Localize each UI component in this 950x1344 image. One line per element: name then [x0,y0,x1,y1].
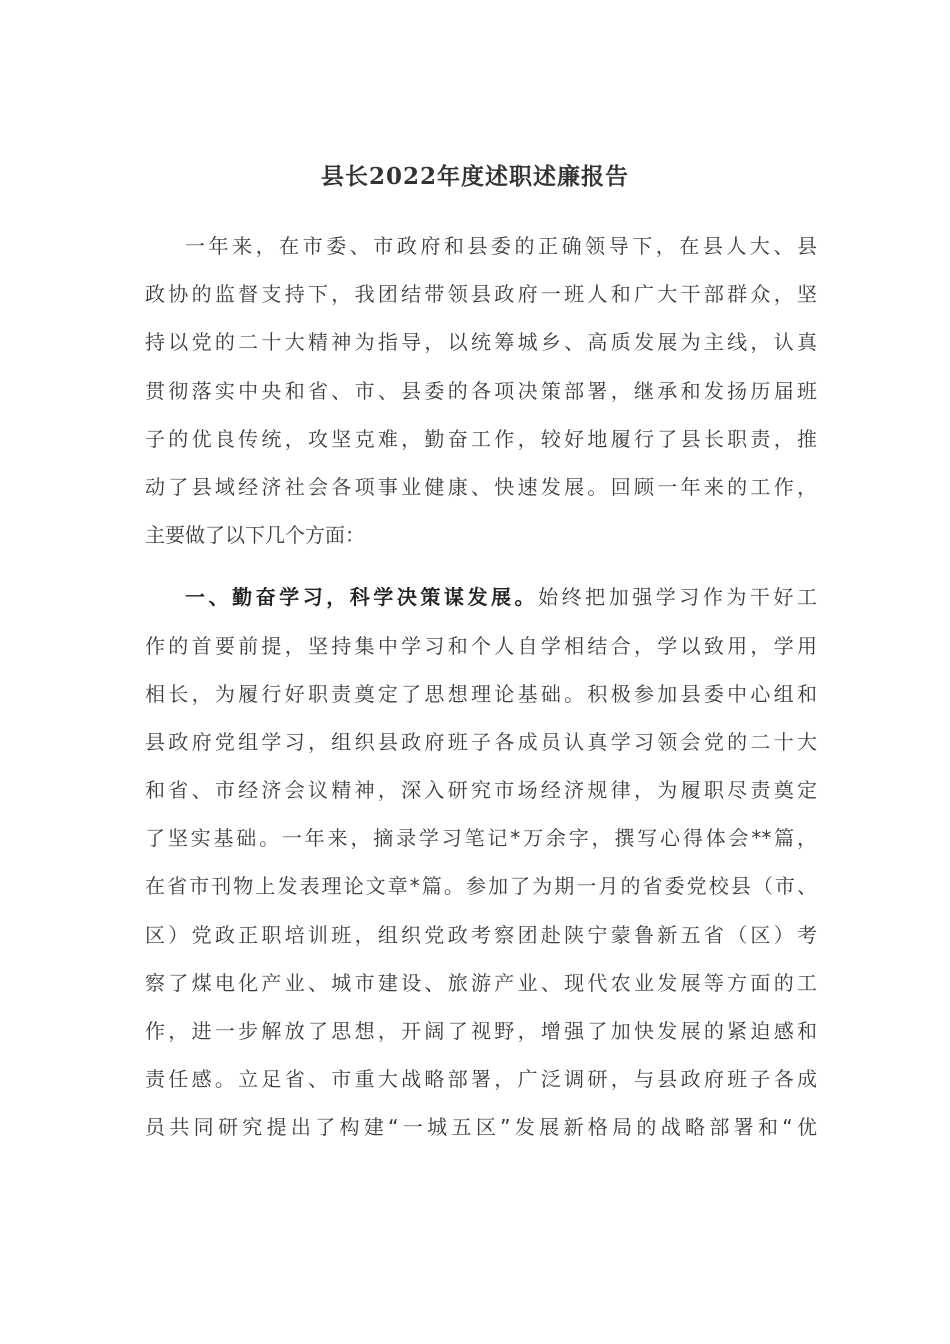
document-title: 县长2022年度述职述廉报告 [320,163,629,190]
text-line: 一年来，在市委、市政府和县委的正确领导下，在县人大、县 [185,234,817,258]
text-line [145,573,817,621]
text-line: 持以党的二十大精神为指导，以统筹城乡、高质发展为主线，认真 [145,330,817,355]
section-heading: 一、勤奋学习，科学决策谋发展。 [185,585,539,610]
text-line: 和省、市经济会议精神，深入研究市场经济规律，为履职尽责奠定 [145,778,817,803]
text-line: 在省市刊物上发表理论文章*篇。参加了为期一月的省委党校县（市、 [145,874,817,899]
text-line: 动了县域经济社会各项事业健康、快速发展。回顾一年来的工作， [145,474,817,499]
text-line: 主要做了以下几个方面： [145,523,365,548]
text-line: 了坚实基础。一年来，摘录学习笔记*万余字，撰写心得体会**篇， [145,826,817,851]
paragraph-intro [145,222,817,559]
section-first-line-text: 始终把加强学习作为干好工 [538,585,818,610]
text-line: 察了煤电化产业、城市建设、旅游产业、现代农业发展等方面的工 [145,970,817,995]
text-line: 县政府党组学习，组织县政府班子各成员认真学习领会党的二十大 [145,729,817,754]
text-line: 区）党政正职培训班，组织党政考察团赴陕宁蒙鲁新五省（区）考 [145,922,817,947]
text-line: 员共同研究提出了构建“一城五区”发展新格局的战略部署和“优 [145,1115,817,1140]
paragraph-spacer [145,559,817,573]
text-line: 责任感。立足省、市重大战略部署，广泛调研，与县政府班子各成 [145,1067,817,1092]
text-line: 作的首要前提，坚持集中学习和个人自学相结合，学以致用，学用 [145,633,817,658]
text-line: 子的优良传统，攻坚克难，勤奋工作，较好地履行了县长职责，推 [145,426,817,451]
text-line: 相长，为履行好职责奠定了思想理论基础。积极参加县委中心组和 [145,681,817,706]
paragraph-section-1 [145,573,817,1151]
text-line: 作，进一步解放了思想，开阔了视野，增强了加快发展的紧迫感和 [145,1019,817,1043]
text-line: 贯彻落实中央和省、市、县委的各项决策部署，继承和发扬历届班 [145,378,817,403]
text-line: 政协的监督支持下，我团结带领县政府一班人和广大干部群众，坚 [145,282,817,307]
document-body [145,222,817,1152]
